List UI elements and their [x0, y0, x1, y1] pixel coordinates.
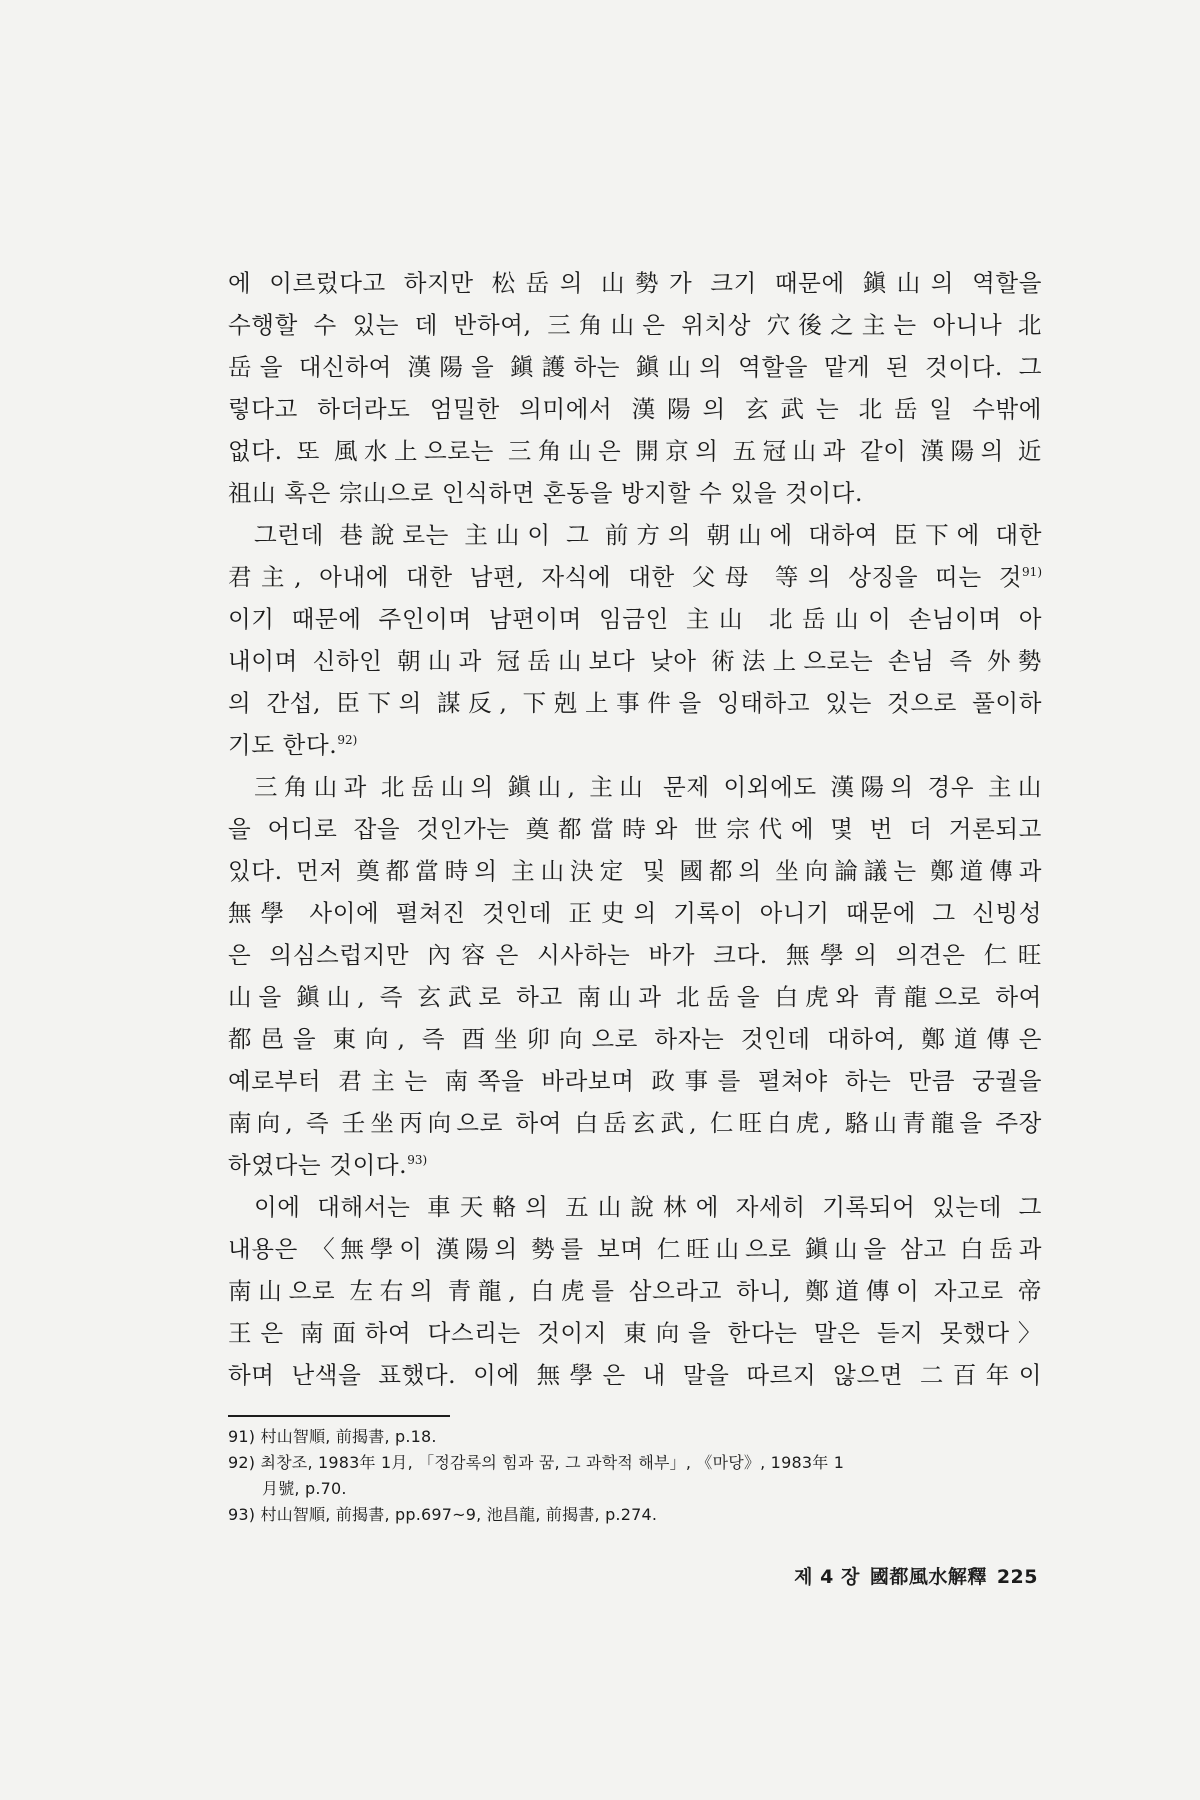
footnotes: [228, 1424, 1042, 1528]
text-line: [228, 724, 1042, 766]
text-line: 하며 난색을 표했다. 이에 無學은 내 말을 따르지 않으면 二百年이: [228, 1361, 1042, 1389]
text-line: 은 의심스럽지만 內容은 시사하는 바가 크다. 無學의 의견은 仁旺: [228, 941, 1042, 969]
line-text: 君主, 아내에 대한 남편, 자식에 대한 父母 等의 상징을 띠는 것: [228, 563, 1023, 591]
text-line: 都邑을 東向, 즉 酉坐卯向으로 하자는 것인데 대하여, 鄭道傳은: [228, 1025, 1042, 1053]
text-line: 렇다고 하더라도 엄밀한 의미에서 漢陽의 玄武는 北岳일 수밖에: [228, 395, 1042, 423]
text-line: [228, 1144, 1042, 1186]
text-line: 없다. 또 風水上으로는 三角山은 開京의 五冠山과 같이 漢陽의 近: [228, 437, 1042, 465]
text-line: 내이며 신하인 朝山과 冠岳山보다 낮아 術法上으로는 손님 즉 外勢: [228, 647, 1042, 675]
text-line: 이기 때문에 주인이며 남편이며 임금인 主山 北岳山이 손님이며 아: [228, 605, 1042, 633]
text-line: 을 어디로 잡을 것인가는 奠都當時와 世宗代에 몇 번 더 거론되고: [228, 815, 1042, 843]
chapter-title: 國都風水解釋: [869, 1566, 987, 1588]
footnote-divider: [228, 1415, 450, 1417]
text-line: 岳을 대신하여 漢陽을 鎭護하는 鎭山의 역할을 맡게 된 것이다. 그: [228, 353, 1042, 381]
text-line: 山을 鎭山, 즉 玄武로 하고 南山과 北岳을 白虎와 青龍으로 하여: [228, 983, 1042, 1011]
footnote-91: 91) 村山智順, 前揭書, p.18.: [228, 1427, 437, 1446]
footnote-93: 93) 村山智順, 前揭書, pp.697~9, 池昌龍, 前揭書, p.274.: [228, 1505, 658, 1524]
text-line: 南向, 즉 壬坐丙向으로 하여 白岳玄武, 仁旺白虎, 駱山青龍을 주장: [228, 1109, 1042, 1137]
body-text: [228, 262, 1042, 1396]
text-line: 三角山과 北岳山의 鎭山, 主山 문제 이외에도 漢陽의 경우 主山: [254, 773, 1042, 801]
text-line: 있다. 먼저 奠都當時의 主山決定 및 國都의 坐向論議는 鄭道傳과: [228, 857, 1042, 885]
text-line: 無學 사이에 펼쳐진 것인데 正史의 기록이 아니기 때문에 그 신빙성: [228, 899, 1042, 927]
footnote-ref-91[interactable]: 91): [1022, 565, 1042, 580]
footnote-ref-93[interactable]: 93): [407, 1153, 428, 1168]
footnote-ref-92[interactable]: 92): [337, 733, 358, 748]
text-line: 그런데 巷說로는 主山이 그 前方의 朝山에 대하여 臣下에 대한: [254, 521, 1042, 549]
footnote-92-continued: 月號, p.70.: [262, 1479, 347, 1498]
text-line: 王은 南面하여 다스리는 것이지 東向을 한다는 말은 듣지 못했다〉: [228, 1319, 1042, 1347]
text-line: 에 이르렀다고 하지만 松岳의 山勢가 크기 때문에 鎭山의 역할을: [228, 269, 1042, 297]
text-line: 祖山 혹은 宗山으로 인식하면 혼동을 방지할 수 있을 것이다.: [228, 479, 864, 507]
page-number: 225: [996, 1566, 1038, 1588]
text-line: 이에 대해서는 車天輅의 五山說林에 자세히 기록되어 있는데 그: [254, 1193, 1042, 1221]
text-line: 의 간섭, 臣下의 謀反, 下剋上事件을 잉태하고 있는 것으로 풀이하: [228, 689, 1042, 717]
text-line: 내용은 〈無學이 漢陽의 勢를 보며 仁旺山으로 鎭山을 삼고 白岳과: [228, 1235, 1042, 1263]
running-footer: [784, 1562, 1038, 1589]
chapter-label: 제 4 장: [794, 1566, 860, 1588]
line-text: 하였다는 것이다.: [228, 1151, 408, 1179]
line-text: 기도 한다.: [228, 731, 338, 759]
text-line: 수행할 수 있는 데 반하여, 三角山은 위치상 穴後之主는 아니나 北: [228, 311, 1042, 339]
text-line: 南山으로 左右의 青龍, 白虎를 삼으라고 하니, 鄭道傳이 자고로 帝: [228, 1277, 1042, 1305]
text-line: 예로부터 君主는 南쪽을 바라보며 政事를 펼쳐야 하는 만큼 궁궐을: [228, 1067, 1042, 1095]
text-line: [228, 556, 1042, 598]
footnote-92: 92) 최창조, 1983年 1月, 「정감록의 힘과 꿈, 그 과학적 해부」, 《마당》, 1983年 1: [228, 1453, 845, 1472]
